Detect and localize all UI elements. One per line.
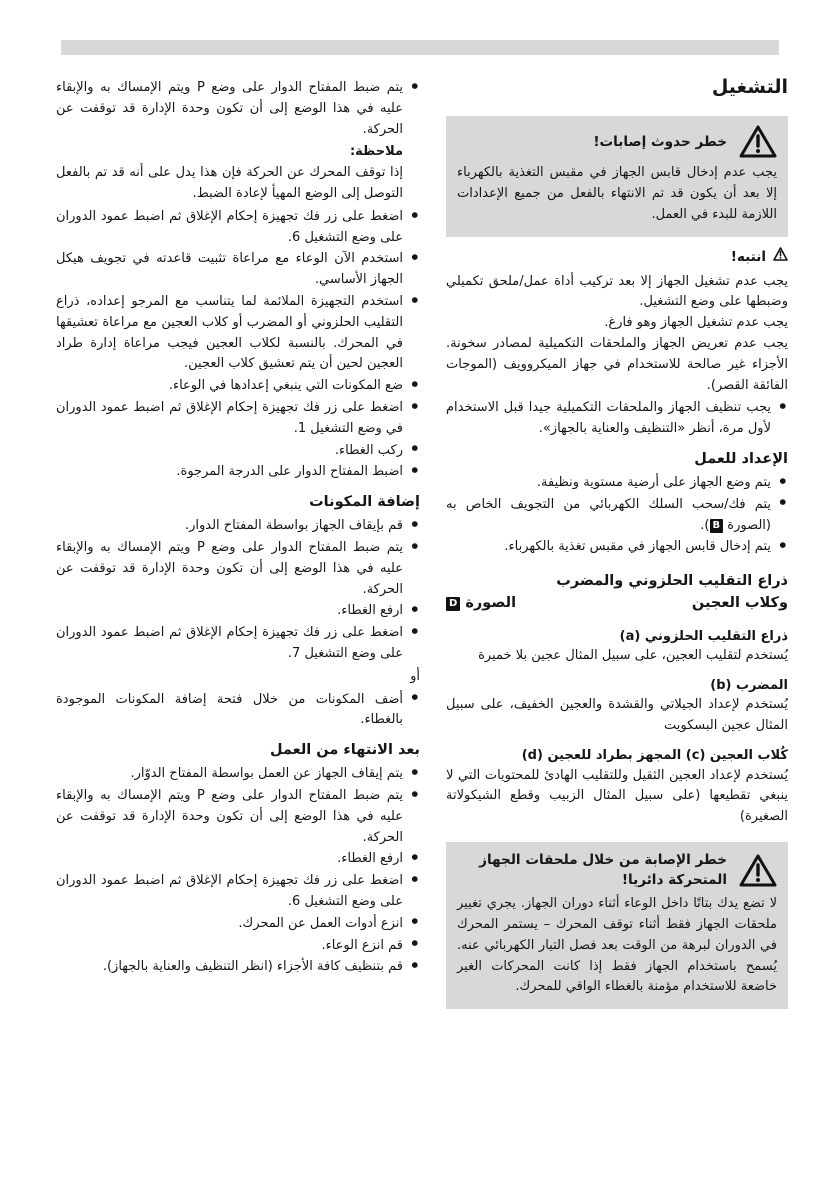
add-ingredients-alt-list xyxy=(56,690,420,732)
note-body: إذا توقف المحرك عن الحركة فإن هذا يدل على أنه قد تم بالفعل التوصل إلى الوضع المهيأ لإعادة الضبط. xyxy=(56,165,403,201)
attention-paragraph: يجب عدم تعريض الجهاز والملحقات التكميلية لمصادر سخونة. الأجزاء غير صالحة للاستخدام في جهاز الميكروويف (الموجات الفائقة القصر). xyxy=(446,335,788,393)
operation-list xyxy=(56,207,420,483)
list-item: ● اضغط على زر فك تجهيزة إحكام الإغلاق ثم اضبط عمود الدوران على وضع التشغيل 6. xyxy=(56,207,420,249)
attention-header xyxy=(446,247,788,269)
intro-list xyxy=(56,78,420,140)
tools-title-line2-row xyxy=(446,593,788,615)
list-item: ● يتم إدخال قابس الجهاز في مقبس تغذية بالكهرباء. xyxy=(446,537,788,558)
list-item: ● ركب الغطاء. xyxy=(56,441,420,462)
list-item: ● ارفع الغطاء. xyxy=(56,601,420,622)
section-title-add-ingredients: إضافة المكونات xyxy=(309,494,420,511)
section-title-preparation: الإعداد للعمل xyxy=(694,450,788,467)
list-item-figure-ref xyxy=(446,495,788,537)
warning-body: يجب عدم إدخال قابس الجهاز في مقبس التغذية بالكهرباء إلا بعد أن يكون قد تم الانتهاء بالفعل من جميع الإعدادات اللازمة للبدء في العمل. xyxy=(457,165,777,222)
list-item: ● استخدم التجهيزة الملائمة لما يتناسب مع المرجو إعداده، ذراع التقليب الحلزوني أو المضرب أو كلاب العجين مع مراعاة تعشيقها في المحرك. بالنسبة لكلاب العجين فيجب مراعاة إدارة طراد العجين لحين أن يتم تعشيق كلاب العجين. xyxy=(56,292,420,375)
add-ingredients-list xyxy=(56,516,420,665)
list-item: ● قم بإيقاف الجهاز بواسطة المفتاح الدوار. xyxy=(56,516,420,537)
tool-body: يُستخدم لإعداد الجيلاتي والقشدة والعجين الخفيف، على سبيل المثال عجين البسكويت xyxy=(446,697,788,734)
attention-section xyxy=(446,247,788,440)
list-item: ● يتم ضبط المفتاح الدوار على وضع P ويتم الإمساك به والإبقاء عليه في هذا الوضع إلى أن تكون وحدة الإدارة قد توقفت عن الحركة. xyxy=(56,786,420,848)
list-item: ● قم بتنظيف كافة الأجزاء (انظر التنظيف والعناية بالجهاز). xyxy=(56,957,420,978)
tool-title: المضرب (b) xyxy=(710,677,788,693)
warning-title: خطر الإصابة من خلال ملحقات الجهاز المتحركة دائريا! xyxy=(479,851,727,888)
attention-paragraph: يجب عدم تشغيل الجهاز إلا بعد تركيب أداة عمل/ملحق تكميلي وضبطها على وضع التشغيل. xyxy=(446,273,788,310)
or-separator: أو xyxy=(410,668,420,684)
list-item: ● استخدم الآن الوعاء مع مراعاة تثبيت قاعدته في تجويف هيكل الجهاز الأساسي. xyxy=(56,249,420,291)
column-right xyxy=(446,72,788,1019)
list-item: ● ضع المكونات التي ينبغي إعدادها في الوعاء. xyxy=(56,376,420,397)
warning-box-header xyxy=(457,851,777,890)
warning-box-rotating-parts xyxy=(446,842,788,1009)
list-item: ● أضف المكونات من خلال فتحة إضافة المكونات الموجودة بالغطاء. xyxy=(56,690,420,732)
list-item: ● اضغط على زر فك تجهيزة إحكام الإغلاق ثم اضبط عمود الدوران في وضع التشغيل 1. xyxy=(56,398,420,440)
list-item: ● يتم إيقاف الجهاز عن العمل بواسطة المفتاح الدوّار. xyxy=(56,764,420,785)
tool-item-dough-hook xyxy=(446,746,788,828)
after-work-list xyxy=(56,764,420,978)
attention-title: انتبه! xyxy=(730,248,766,265)
tools-title-line1: ذراع التقليب الحلزوني والمضرب xyxy=(556,573,788,590)
warning-box-injury xyxy=(446,116,788,236)
warning-box-header xyxy=(457,125,777,159)
list-item: ● اضغط على زر فك تجهيزة إحكام الإغلاق ثم اضبط عمود الدوران على وضع التشغيل 6. xyxy=(56,871,420,913)
header-bar xyxy=(61,40,779,55)
warning-body: لا تضع يدك بتاتًا داخل الوعاء أثناء دوران الجهاز. يجري تغيير ملحقات الجهاز فقط أثناء توقف المحرك – يستمر المحرك في الدوران لبرهة من الوقت بعد فصل التيار الكهربائي عنه. يُسمح باستخدام الجهاز فقط إذا كانت المحركات الغير خاضعة للاستخدام مؤمنة بالغطاء الواقي للمحرك. xyxy=(457,896,777,995)
list-item: ● انزع أدوات العمل عن المحرك. xyxy=(56,914,420,935)
tool-title: ذراع التقليب الحلزوني (a) xyxy=(619,628,788,644)
page-title: التشغيل xyxy=(711,76,788,98)
figure-caption xyxy=(446,593,516,615)
figure-ref-d: D xyxy=(446,597,460,611)
list-item: ● يتم ضبط المفتاح الدوار على وضع P ويتم الإمساك به والإبقاء عليه في هذا الوضع إلى أن تكون وحدة الإدارة قد توقفت عن الحركة. xyxy=(56,78,420,140)
tool-item-whisk xyxy=(446,676,788,737)
preparation-list xyxy=(446,473,788,558)
list-item: ● يتم وضع الجهاز على أرضية مستوية ونظيفة. xyxy=(446,473,788,494)
attention-list xyxy=(446,398,788,440)
list-item-text: يتم فك/سحب السلك الكهربائي من التجويف الخاص به (الصورة xyxy=(446,496,771,533)
list-item: ● ارفع الغطاء. xyxy=(56,849,420,870)
attention-paragraph: يجب عدم تشغيل الجهاز وهو فارغ. xyxy=(604,315,788,331)
list-item: ● قم انزع الوعاء. xyxy=(56,936,420,957)
list-item: ● يتم ضبط المفتاح الدوار على وضع P ويتم الإمساك به والإبقاء عليه في هذا الوضع إلى أن تكون وحدة الإدارة قد توقفت عن الحركة. xyxy=(56,538,420,600)
list-item-text: ‏). xyxy=(700,517,710,533)
note-title: ملاحظة: xyxy=(349,144,403,160)
warning-triangle-icon xyxy=(739,854,777,888)
attention-triangle-icon xyxy=(773,247,788,269)
tool-title: كُلاب العجين (c) المجهز بطراد للعجين (d) xyxy=(521,748,788,763)
figure-ref-b: B xyxy=(710,519,724,533)
tools-title-line2: وكلاب العجين xyxy=(691,594,788,611)
tool-body: يُستخدم لتقليب العجين، على سبيل المثال عجين بلا خميرة xyxy=(478,648,788,664)
warning-title: خطر حدوث إصابات! xyxy=(593,133,727,150)
list-item: ● يجب تنظيف الجهاز والملحقات التكميلية جيدا قبل الاستخدام لأول مرة، أنظر «التنظيف والعناية بالجهاز». xyxy=(446,398,788,440)
tool-body: يُستخدم لإعداد العجين الثقيل وللتقليب الهادئ للمحتويات التي لا ينبغي تقطيعها (على سبيل المثال الزبيب وقطع الشيكولاتة الصغيرة) xyxy=(446,767,788,825)
tool-item-stirrer xyxy=(446,627,788,667)
section-title-after-work: بعد الانتهاء من العمل xyxy=(270,742,420,759)
column-left xyxy=(56,76,420,980)
list-item: ● اضبط المفتاح الدوار على الدرجة المرجوة. xyxy=(56,462,420,483)
warning-triangle-icon xyxy=(739,125,777,159)
figure-label: الصورة xyxy=(465,594,517,611)
list-item: ● اضغط على زر فك تجهيزة إحكام الإغلاق ثم اضبط عمود الدوران على وضع التشغيل 7. xyxy=(56,623,420,665)
section-title-tools xyxy=(446,571,788,615)
